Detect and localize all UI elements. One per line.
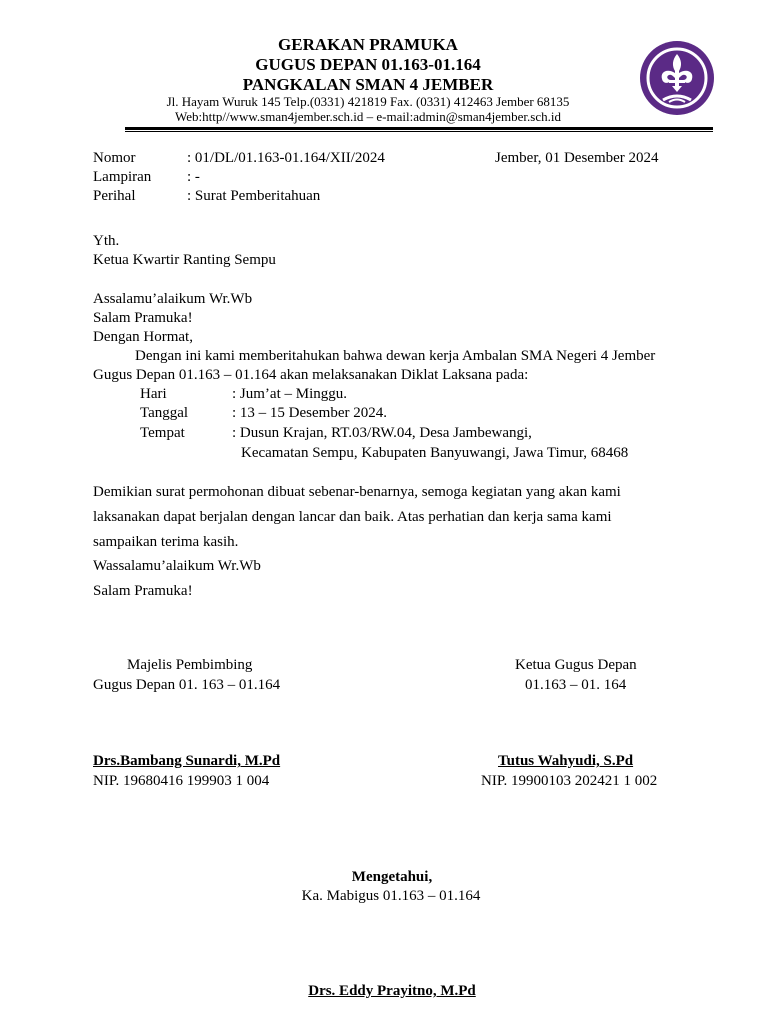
recipient-name: Ketua Kwartir Ranting Sempu bbox=[93, 252, 276, 268]
greeting-salam1: Assalamu’alaikum Wr.Wb bbox=[93, 291, 253, 307]
closing-line1: Demikian surat permohonan dibuat sebenar-benarnya, semoga kegiatan yang akan kami bbox=[93, 484, 621, 500]
left-signatory-name: Drs.Bambang Sunardi, M.Pd bbox=[93, 753, 281, 769]
tempat-value-line2: Kecamatan Sempu, Kabupaten Banyuwangi, Jawa Timur, 68468 bbox=[241, 445, 629, 461]
greeting-hormat: Dengan Hormat, bbox=[93, 329, 193, 345]
pramuka-logo-icon bbox=[639, 40, 715, 116]
tanggal-label: Tanggal bbox=[140, 405, 189, 421]
nomor-value: : 01/DL/01.163-01.164/XII/2024 bbox=[187, 150, 385, 166]
tanggal-value: : 13 – 15 Desember 2024. bbox=[232, 405, 387, 421]
mengetahui-role: Ka. Mabigus 01.163 – 01.164 bbox=[301, 888, 481, 904]
recipient-yth: Yth. bbox=[93, 233, 120, 249]
left-role-line2: Gugus Depan 01. 163 – 01.164 bbox=[93, 677, 281, 693]
header-divider-thick bbox=[125, 127, 713, 130]
lampiran-label: Lampiran bbox=[93, 169, 152, 185]
nomor-label: Nomor bbox=[93, 150, 136, 166]
mengetahui-label: Mengetahui, bbox=[351, 869, 433, 885]
gugus-title: GUGUS DEPAN 01.163-01.164 bbox=[255, 55, 481, 74]
hari-value: : Jum’at – Minggu. bbox=[232, 386, 347, 402]
right-role-line1: Ketua Gugus Depan bbox=[515, 657, 637, 673]
greeting-salam2: Salam Pramuka! bbox=[93, 310, 193, 326]
perihal-label: Perihal bbox=[93, 188, 136, 204]
org-title: GERAKAN PRAMUKA bbox=[278, 35, 458, 54]
hari-label: Hari bbox=[140, 386, 167, 402]
left-role-line1: Majelis Pembimbing bbox=[127, 657, 253, 673]
tempat-label: Tempat bbox=[140, 425, 185, 441]
closing-line2: laksanakan dapat berjalan dengan lancar dan baik. Atas perhatian dan kerja sama kami bbox=[93, 509, 612, 525]
pangkalan-title: PANGKALAN SMAN 4 JEMBER bbox=[242, 75, 494, 94]
wassalam: Wassalamu’alaikum Wr.Wb bbox=[93, 558, 261, 574]
mengetahui-signatory-name: Drs. Eddy Prayitno, M.Pd bbox=[308, 983, 476, 999]
perihal-value: : Surat Pemberitahuan bbox=[187, 188, 321, 204]
right-signatory-name: Tutus Wahyudi, S.Pd bbox=[498, 753, 634, 769]
body-para1-line2: Gugus Depan 01.163 – 01.164 akan melaksanakan Diklat Laksana pada: bbox=[93, 367, 529, 383]
closing-line3: sampaikan terima kasih. bbox=[93, 534, 239, 550]
address-line: Jl. Hayam Wuruk 145 Telp.(0331) 421819 Fax. (0331) 412463 Jember 68135 bbox=[166, 94, 570, 109]
closing-salam: Salam Pramuka! bbox=[93, 583, 193, 599]
tempat-value-line1: : Dusun Krajan, RT.03/RW.04, Desa Jambewangi, bbox=[232, 425, 532, 441]
place-date: Jember, 01 Desember 2024 bbox=[495, 150, 659, 166]
header-divider-thin bbox=[125, 131, 713, 132]
lampiran-value: : - bbox=[187, 169, 200, 185]
web-line: Web:http//www.sman4jember.sch.id – e-mail:admin@sman4jember.sch.id bbox=[175, 109, 561, 124]
left-signatory-nip: NIP. 19680416 199903 1 004 bbox=[93, 773, 270, 789]
body-para1-line1: Dengan ini kami memberitahukan bahwa dewan kerja Ambalan SMA Negeri 4 Jember bbox=[135, 348, 656, 364]
right-signatory-nip: NIP. 19900103 202421 1 002 bbox=[481, 773, 658, 789]
right-role-line2: 01.163 – 01. 164 bbox=[525, 677, 627, 693]
